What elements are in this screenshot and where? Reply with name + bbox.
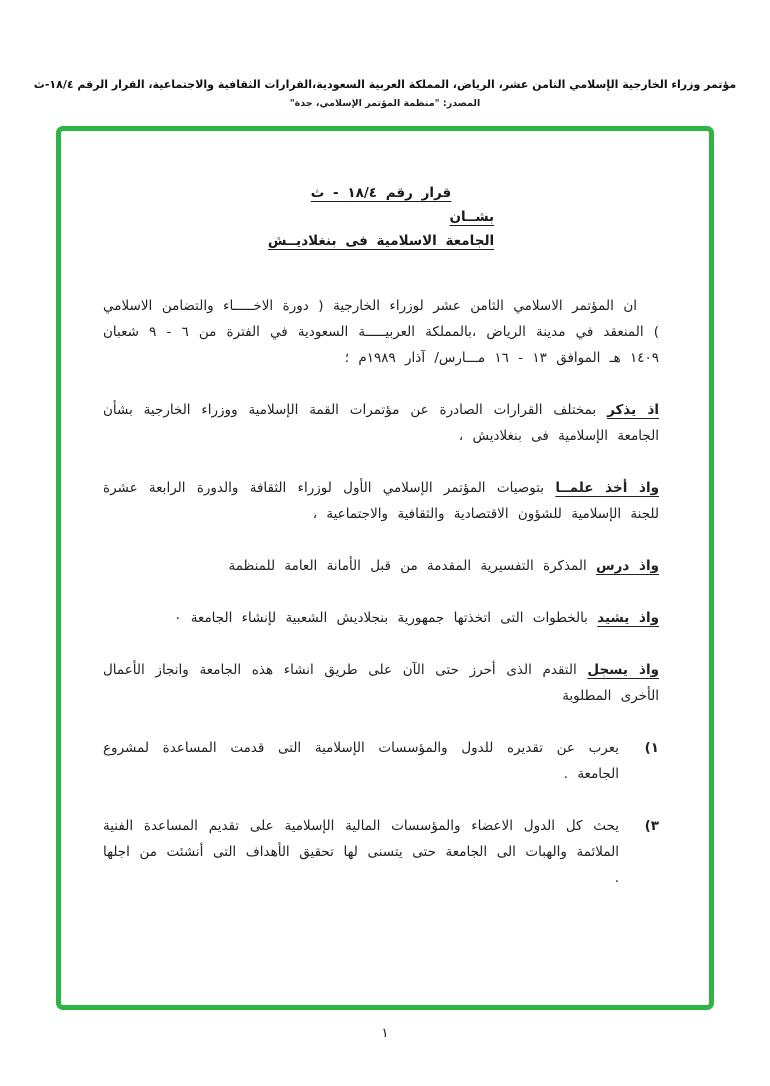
resolution-regarding: بشــان [449,209,495,225]
clause-lead: واذ يسجل [587,662,659,678]
document-frame [56,126,714,1010]
preamble-paragraph: ان المؤتمر الاسلامي الثامن عشر لوزراء الخارجية ( دورة الاخـــــاء والتضامن الاسلامي ) المنعقد في مدينة الرياض ،بالمملكة العربيـــــة السعودية في الفترة من ٦ - ٩ شعبان ١٤٠٩ هـ الموافق ١٣ - ١٦ مـــارس/ آذار ١٩٨٩م ؛ [103,298,659,366]
list-item [103,813,659,891]
source-line: المصدر: "منظمة المؤتمر الإسلامي، جدة" [289,98,481,109]
list-item-number: ٣) [644,818,659,834]
page-header [0,0,770,109]
clause-text: المذكرة التفسيرية المقدمة من قبل الأمانة العامة للمنظمة [228,558,597,574]
clause-paragraph [103,605,659,631]
resolution-subject: الجامعة الاسلامية فى بنغلاديــش [267,233,495,249]
clause-paragraph [103,475,659,527]
clause-text: بتوصيات المؤتمر الإسلامي الأول لوزراء الثقافة والدورة الرابعة عشرة للجنة الإسلامية للشؤون الاقتصادية والثقافية والاجتماعية ، [103,480,659,522]
clause-text: بمختلف القرارات الصادرة عن مؤتمرات القمة الإسلامية ووزراء الخارجية بشأن الجامعة الإسلامية فى بنغلاديش ، [103,402,659,444]
list-item [103,735,659,787]
clause-paragraph [103,397,659,449]
clause-text: بالخطوات التى اتخذتها جمهورية بنجلاديش الشعبية لإنشاء الجامعة ٠ [174,610,598,626]
resolution-number: قرار رقم ١٨/٤ - ث [310,185,452,201]
list-item-text: يعرب عن تقديره للدول والمؤسسات الإسلامية التى قدمت المساعدة لمشروع الجامعة . [103,740,619,782]
clause-lead: واذ يشيد [597,610,659,626]
clause-text: التقدم الذى أحرز حتى الآن على طريق انشاء هذه الجامعة وانجاز الأعمال الأخرى المطلوبة [103,662,659,704]
clause-lead: اذ يذكر [607,402,660,418]
list-item-number: ١) [644,740,659,756]
clause-paragraph [103,553,659,579]
title-block [268,181,494,253]
document-body [103,181,659,891]
page-number: ١ [381,1026,389,1041]
clause-lead: واذ أخذ علمــا [555,480,659,496]
list-item-text: يحث كل الدول الاعضاء والمؤسسات المالية الإسلامية على تقديم المساعدة الفنية الملائمة والهبات الى الجامعة حتى يتسنى لها تحقيق الأهداف التى أنشئت من اجلها . [103,818,619,886]
clause-paragraph [103,657,659,709]
document-citation: مؤتمر وزراء الخارجية الإسلامي الثامن عشر، الرياض، المملكة العربية السعودية،القرارات الثقافية والاجتماعية، القرار الرقم ١٨/٤-ث [33,78,737,91]
clause-lead: واذ درس [596,558,659,574]
